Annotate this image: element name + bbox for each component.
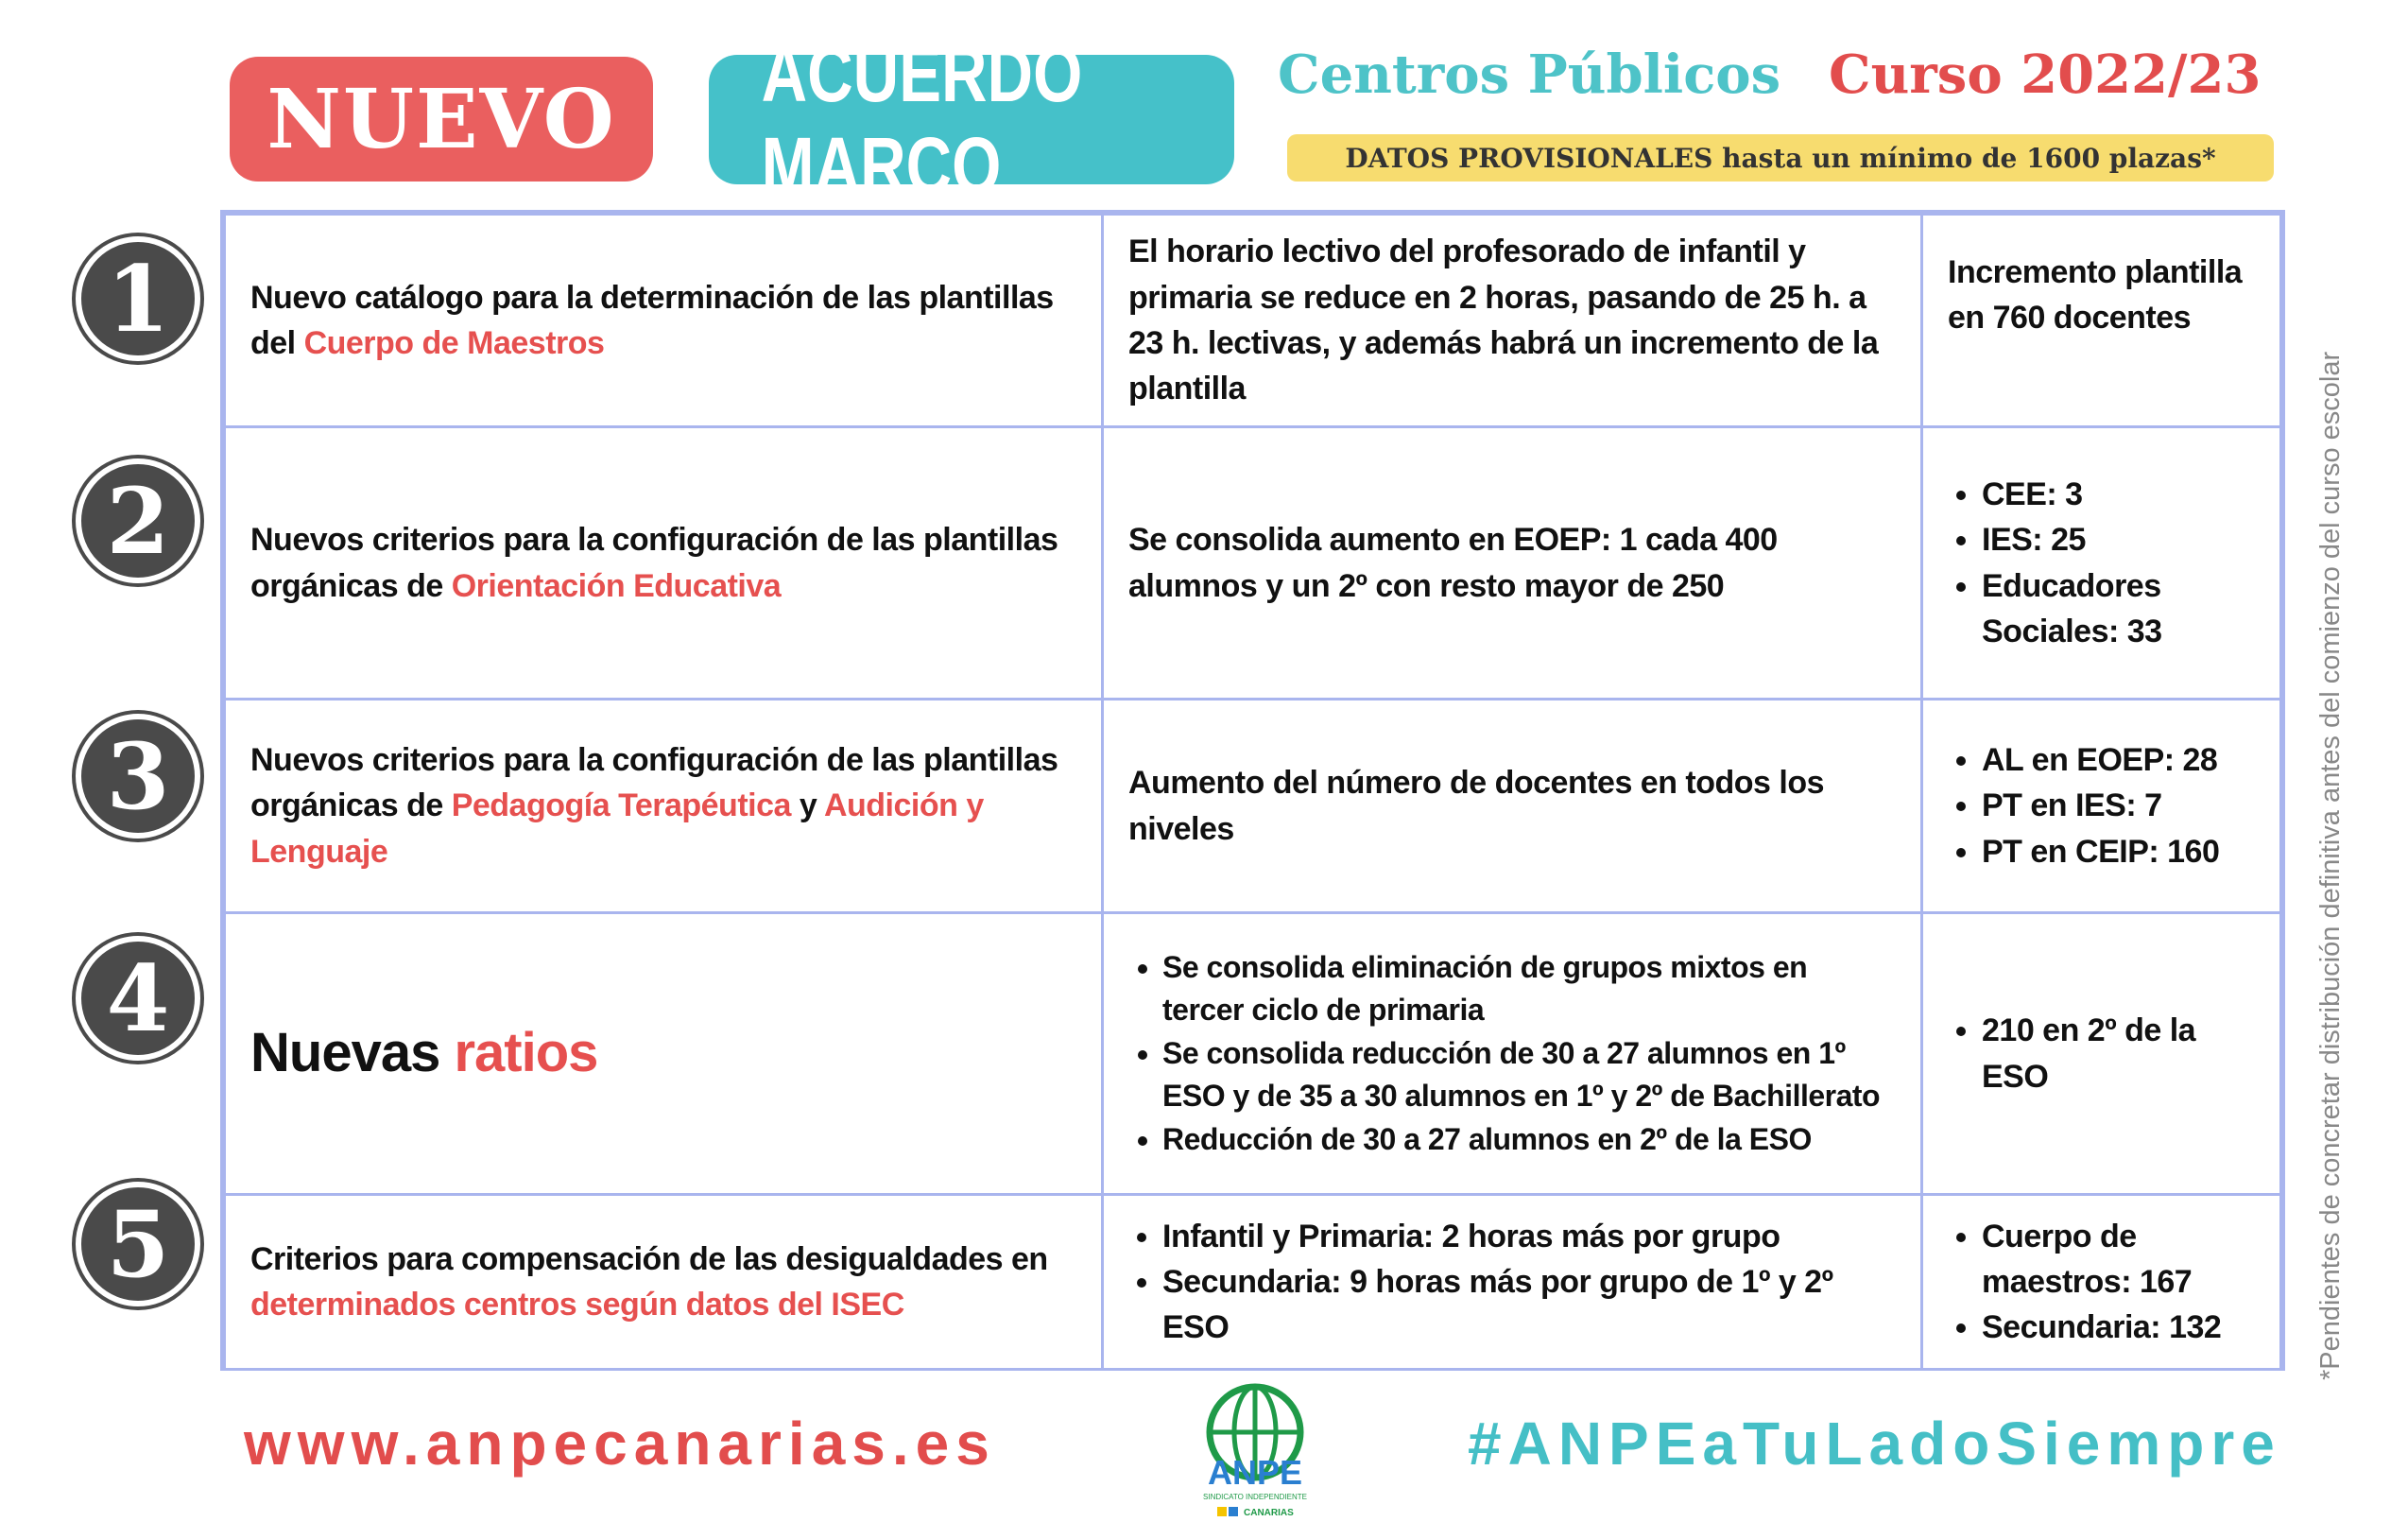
provisional-banner: DATOS PROVISIONALES hasta un mínimo de 1600 plazas* <box>1287 134 2274 182</box>
side-note: *Pendientes de concretar distribución definitiva antes del comienzo del curso escolar <box>2315 351 2346 1380</box>
logo-subtitle: SINDICATO INDEPENDIENTE <box>1203 1493 1307 1501</box>
row1-topic-highlight: Cuerpo de Maestros <box>303 325 605 361</box>
row2-topic <box>225 427 1103 700</box>
list-item: • Cuerpo de maestros: 167 <box>1982 1214 2255 1306</box>
list-item: • Infantil y Primaria: 2 horas más por grupo <box>1162 1214 1896 1259</box>
row-number-2: 2 <box>76 458 200 583</box>
list-item: • AL en EOEP: 28 <box>1982 737 2255 783</box>
row4-figures <box>1922 913 2281 1195</box>
list-item: • Reducción de 30 a 27 alumnos en 2º de la ESO <box>1162 1118 1896 1161</box>
row3-topic-connector: y <box>790 787 824 824</box>
logo-text: ANPE <box>1207 1453 1303 1492</box>
row-number-4: 4 <box>76 936 200 1061</box>
list-item: • 210 en 2º de la ESO <box>1982 1008 2255 1099</box>
row4-detail <box>1103 913 1922 1195</box>
anpe-logo <box>1189 1380 1321 1522</box>
table-row <box>225 427 2281 700</box>
agreement-table <box>220 210 2285 1371</box>
row5-figures <box>1922 1195 2281 1370</box>
row1-detail <box>1103 215 1922 427</box>
row3-detail-text: Aumento del número de docentes en todos los niveles <box>1128 765 1825 847</box>
row5-detail <box>1103 1195 1922 1370</box>
table-row <box>225 215 2281 427</box>
row4-topic-text: Nuevas <box>250 1022 455 1084</box>
row2-detail-text: Se consolida aumento en EOEP: 1 cada 400 alumnos y un 2º con resto mayor de 250 <box>1128 522 1778 604</box>
row5-topic <box>225 1195 1103 1370</box>
row-number-3: 3 <box>76 714 200 839</box>
list-item: • Se consolida reducción de 30 a 27 alumnos en 1º ESO y de 35 a 30 alumnos en 1º y 2º de Bachillerato <box>1162 1032 1896 1118</box>
row-number-1: 1 <box>76 236 200 361</box>
row3-topic-highlight: Pedagogía Terapéutica <box>451 787 791 824</box>
row2-detail <box>1103 427 1922 700</box>
row2-figures <box>1922 427 2281 700</box>
row1-figures <box>1922 215 2281 427</box>
list-item: • Se consolida eliminación de grupos mixtos en tercer ciclo de primaria <box>1162 946 1896 1032</box>
nuevo-badge: NUEVO <box>230 57 653 182</box>
curso-title: Curso 2022/23 <box>1829 43 2262 106</box>
acuerdo-marco-label: ACUERDO MARCO <box>761 28 1083 210</box>
row1-topic <box>225 215 1103 427</box>
list-item: • Secundaria: 9 horas más por grupo de 1º y 2º ESO <box>1162 1259 1896 1351</box>
row3-topic-highlight-2: Audición y Lenguaje <box>250 787 984 870</box>
row1-detail-text: El horario lectivo del profesorado de infantil y primaria se reduce en 2 horas, pasando de 25 h. a 23 h. lectivas, y además habrá un incremento de la plantilla <box>1128 233 1879 407</box>
table-row <box>225 1195 2281 1370</box>
row3-topic-text: Nuevos criterios para la configuración de las plantillas orgánicas de <box>250 742 1058 824</box>
row1-figures-text: Incremento plantilla en 760 docentes <box>1948 254 2243 337</box>
hashtag: #ANPEaTuLadoSiempre <box>1468 1410 2281 1478</box>
row5-topic-text: Criterios para compensación de las desigualdades en <box>250 1240 1048 1277</box>
website-link[interactable]: www.anpecanarias.es <box>244 1410 996 1478</box>
row2-topic-highlight: Orientación Educativa <box>451 567 782 604</box>
row3-figures <box>1922 700 2281 913</box>
row3-detail <box>1103 700 1922 913</box>
row1-topic-text: Nuevo catálogo para la determinación de las plantillas del <box>250 279 1054 361</box>
table-row <box>225 700 2281 913</box>
list-item: • PT en IES: 7 <box>1982 783 2255 828</box>
row2-topic-text: Nuevos criterios para la configuración de las plantillas orgánicas de <box>250 522 1058 604</box>
list-item: • Educadores Sociales: 33 <box>1982 563 2255 655</box>
list-item: • IES: 25 <box>1982 517 2255 562</box>
row-number-5: 5 <box>76 1182 200 1306</box>
logo-region: CANARIAS <box>1244 1508 1294 1518</box>
row3-topic <box>225 700 1103 913</box>
table-row <box>225 913 2281 1195</box>
centros-publicos-title: Centros Públicos <box>1278 43 1781 106</box>
list-item: • PT en CEIP: 160 <box>1982 829 2255 874</box>
list-item: • Secundaria: 132 <box>1982 1305 2255 1350</box>
row4-topic-highlight: ratios <box>454 1022 598 1084</box>
row4-topic <box>225 913 1103 1195</box>
row5-topic-highlight: determinados centros según datos del ISEC <box>250 1287 904 1323</box>
list-item: • CEE: 3 <box>1982 472 2255 517</box>
acuerdo-marco-badge <box>709 28 1234 210</box>
